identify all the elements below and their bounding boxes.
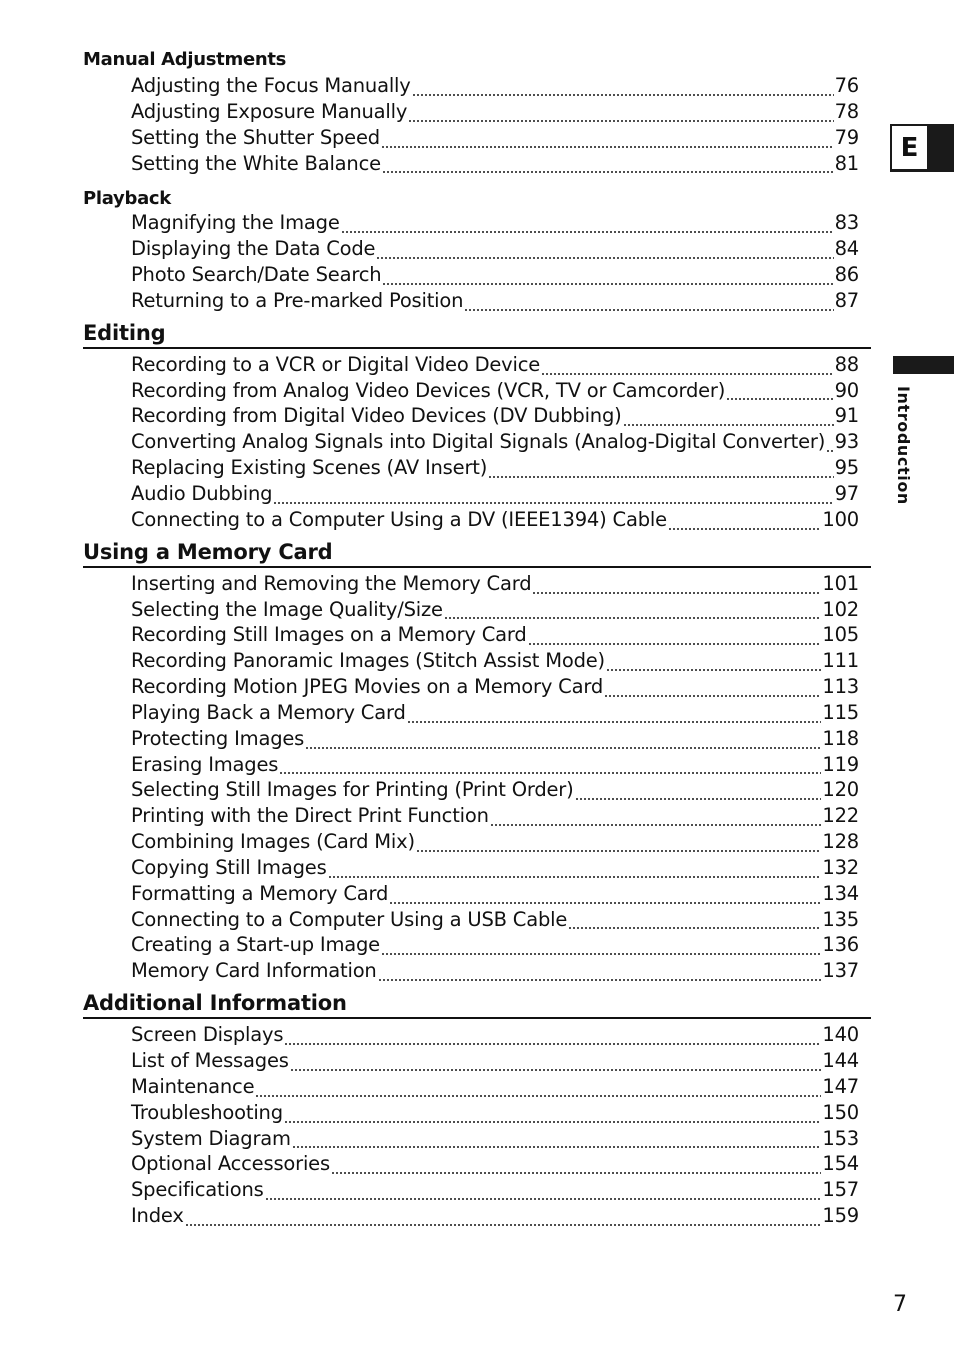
dot-leader <box>575 783 822 803</box>
toc-entry-title: Adjusting the Focus Manually <box>131 74 411 97</box>
dot-leader <box>407 706 822 726</box>
toc-entry <box>131 1151 859 1177</box>
toc-entry-title: Specifications <box>131 1178 264 1202</box>
section-heading: Using a Memory Card <box>83 535 871 568</box>
toc-entry-page: 136 <box>822 933 859 957</box>
toc-entry <box>131 597 859 623</box>
toc-entry <box>131 236 859 262</box>
dot-leader <box>444 602 822 622</box>
toc-entry-title: Selecting Still Images for Printing (Print Order) <box>131 778 574 802</box>
dot-leader <box>668 513 821 533</box>
toc-entry <box>131 622 859 648</box>
toc-entry <box>131 803 859 829</box>
dot-leader <box>284 1028 821 1048</box>
toc-entry <box>131 907 859 933</box>
dot-leader <box>265 1183 822 1203</box>
section-tab-label: Introduction <box>894 386 913 505</box>
dot-leader <box>292 1131 822 1151</box>
toc-entry-page: 97 <box>834 481 859 505</box>
toc-entry <box>131 752 859 778</box>
dot-leader <box>185 1209 822 1229</box>
toc-entry-title: Recording from Analog Video Devices (VCR, TV or Camcorder) <box>131 378 726 402</box>
toc-entry-title: System Diagram <box>131 1126 291 1150</box>
toc-entry-page: 147 <box>822 1074 859 1098</box>
toc-entry-title: Creating a Start-up Image <box>131 933 380 957</box>
toc-entry-page: 87 <box>834 288 859 312</box>
toc-entry-page: 113 <box>822 675 859 699</box>
toc-entry-page: 140 <box>822 1023 859 1047</box>
toc-entry <box>131 1177 859 1203</box>
toc-entry-page: 111 <box>822 649 859 673</box>
toc-entry-title: Optional Accessories <box>131 1152 330 1176</box>
dot-leader <box>416 835 821 855</box>
toc-entry <box>131 648 859 674</box>
dot-leader <box>382 156 834 176</box>
dot-leader <box>290 1054 822 1074</box>
section-heading: Additional Information <box>83 986 871 1019</box>
dot-leader <box>490 809 822 829</box>
toc-entry <box>131 352 859 378</box>
toc-entry <box>131 1100 859 1126</box>
toc-entry-title: Selecting the Image Quality/Size <box>131 597 443 621</box>
toc-entry-title: Index <box>131 1204 184 1228</box>
language-tab-label: E <box>891 125 928 170</box>
toc-entry-page: 128 <box>822 830 859 854</box>
toc-entry-page: 84 <box>834 237 859 261</box>
toc-entry-page: 81 <box>834 151 859 175</box>
toc-entry-title: Setting the White Balance <box>131 151 381 175</box>
toc-entry-title: Screen Displays <box>131 1023 284 1047</box>
toc-entry-page: 159 <box>822 1204 859 1228</box>
toc-entry-title: Memory Card Information <box>131 959 377 983</box>
toc-entry <box>131 1203 859 1229</box>
toc-entry <box>131 1074 859 1100</box>
page-number: 7 <box>893 1292 907 1317</box>
dot-leader <box>381 131 834 151</box>
toc-entry <box>131 288 859 314</box>
toc-entry-title: Playing Back a Memory Card <box>131 700 406 724</box>
dot-leader <box>376 242 833 262</box>
toc-entry-title: Recording Panoramic Images (Stitch Assist Mode) <box>131 649 605 673</box>
subsection-heading: Playback <box>83 188 171 210</box>
dot-leader <box>381 938 821 958</box>
toc-entry-title: Inserting and Removing the Memory Card <box>131 571 532 595</box>
toc-entry <box>131 378 859 404</box>
toc-entry <box>131 855 859 881</box>
toc-entry-page: 150 <box>822 1100 859 1124</box>
dot-leader <box>826 435 833 455</box>
toc-entry-title: Audio Dubbing <box>131 481 273 505</box>
toc-entry-title: Magnifying the Image <box>131 211 340 235</box>
toc-entry-title: Adjusting Exposure Manually <box>131 99 408 123</box>
toc-entry-page: 137 <box>822 959 859 983</box>
toc-entry-title: Connecting to a Computer Using a DV (IEEE1394) Cable <box>131 507 667 531</box>
toc-entry-page: 118 <box>822 726 859 750</box>
language-tab <box>890 124 954 172</box>
toc-entry-title: Recording Still Images on a Memory Card <box>131 623 527 647</box>
dot-leader <box>726 383 833 403</box>
toc-entry-title: Connecting to a Computer Using a USB Cable <box>131 907 568 931</box>
toc-entry <box>131 429 859 455</box>
dot-leader <box>378 964 822 984</box>
toc-entry <box>131 125 859 151</box>
toc-entry-title: Printing with the Direct Print Function <box>131 804 489 828</box>
dot-leader <box>412 79 834 99</box>
toc-entry-title: Returning to a Pre-marked Position <box>131 288 464 312</box>
toc-entry-page: 90 <box>834 378 859 402</box>
toc-entry-title: Formatting a Memory Card <box>131 881 389 905</box>
section-tab-bar <box>893 356 954 374</box>
toc-entry-page: 122 <box>822 804 859 828</box>
toc-entry <box>131 403 859 429</box>
toc-entry <box>131 73 859 99</box>
dot-leader <box>464 294 833 314</box>
toc-entry-page: 83 <box>834 211 859 235</box>
toc-entry <box>131 455 859 481</box>
dot-leader <box>328 861 822 881</box>
toc-entry-title: Recording to a VCR or Digital Video Device <box>131 352 541 376</box>
section-heading: Editing <box>83 316 871 349</box>
toc-entry <box>131 700 859 726</box>
toc-entry-page: 119 <box>822 752 859 776</box>
toc-entry <box>131 777 859 803</box>
toc-entry-page: 105 <box>822 623 859 647</box>
toc-entry-page: 144 <box>822 1049 859 1072</box>
toc-entry <box>131 571 859 597</box>
toc-entry-title: Setting the Shutter Speed <box>131 125 380 149</box>
toc-entry-page: 78 <box>834 99 859 123</box>
toc-entry-title: Recording Motion JPEG Movies on a Memory Card <box>131 675 603 699</box>
dot-leader <box>284 1106 821 1126</box>
toc-entry-page: 135 <box>822 907 859 931</box>
toc-entry-title: Recording from Digital Video Devices (DV Dubbing) <box>131 404 622 428</box>
toc-entry-page: 120 <box>822 778 859 802</box>
toc-entry <box>131 674 859 700</box>
toc-entry <box>131 1048 859 1074</box>
toc-entry-page: 76 <box>834 74 859 97</box>
toc-entry-page: 101 <box>822 571 859 595</box>
toc-entry-page: 132 <box>822 855 859 879</box>
toc-entry <box>131 958 859 984</box>
toc-entry-title: Photo Search/Date Search <box>131 263 382 287</box>
dot-leader <box>341 216 834 236</box>
dot-leader <box>408 105 833 125</box>
toc-entry-title: List of Messages <box>131 1049 289 1072</box>
toc-entry-page: 153 <box>822 1126 859 1150</box>
toc-entry-page: 86 <box>834 263 859 287</box>
dot-leader <box>279 757 821 777</box>
toc-entry-page: 157 <box>822 1178 859 1202</box>
toc-entry-page: 102 <box>822 597 859 621</box>
subsection-heading: Manual Adjustments <box>83 49 287 70</box>
toc-entry-title: Erasing Images <box>131 752 279 776</box>
toc-entry <box>131 481 859 507</box>
toc-entry-page: 95 <box>834 456 859 480</box>
dot-leader <box>568 912 821 932</box>
toc-entry <box>131 151 859 177</box>
toc-entry <box>131 829 859 855</box>
toc-entry-title: Maintenance <box>131 1074 255 1098</box>
dot-leader <box>606 654 821 674</box>
dot-leader <box>382 268 833 288</box>
toc-entry-page: 79 <box>834 125 859 149</box>
table-of-contents <box>83 46 871 1229</box>
dot-leader <box>255 1080 821 1100</box>
toc-entry-title: Displaying the Data Code <box>131 237 376 261</box>
toc-entry <box>131 262 859 288</box>
toc-entry <box>131 726 859 752</box>
dot-leader <box>305 732 821 752</box>
toc-entry <box>131 507 859 533</box>
toc-entry-page: 91 <box>834 404 859 428</box>
dot-leader <box>528 628 822 648</box>
toc-entry-title: Protecting Images <box>131 726 305 750</box>
toc-entry-title: Troubleshooting <box>131 1100 283 1124</box>
dot-leader <box>273 487 833 507</box>
dot-leader <box>331 1157 821 1177</box>
toc-entry-title: Converting Analog Signals into Digital Signals (Analog-Digital Converter) <box>131 430 826 454</box>
toc-entry <box>131 1126 859 1152</box>
dot-leader <box>488 461 833 481</box>
dot-leader <box>604 680 821 700</box>
toc-entry-page: 100 <box>822 507 859 531</box>
toc-entry-title: Replacing Existing Scenes (AV Insert) <box>131 456 488 480</box>
toc-entry-page: 93 <box>834 430 859 454</box>
toc-entry-page: 115 <box>822 700 859 724</box>
toc-entry-title: Copying Still Images <box>131 855 327 879</box>
toc-entry <box>131 1022 859 1048</box>
toc-entry-page: 88 <box>834 352 859 376</box>
toc-entry-title: Combining Images (Card Mix) <box>131 830 415 854</box>
dot-leader <box>623 409 834 429</box>
dot-leader <box>541 358 834 378</box>
toc-entry-page: 134 <box>822 881 859 905</box>
toc-entry <box>131 210 859 236</box>
toc-entry <box>131 932 859 958</box>
dot-leader <box>389 887 821 907</box>
toc-entry-page: 154 <box>822 1152 859 1176</box>
toc-entry <box>131 99 859 125</box>
toc-entry <box>131 881 859 907</box>
dot-leader <box>532 577 821 597</box>
